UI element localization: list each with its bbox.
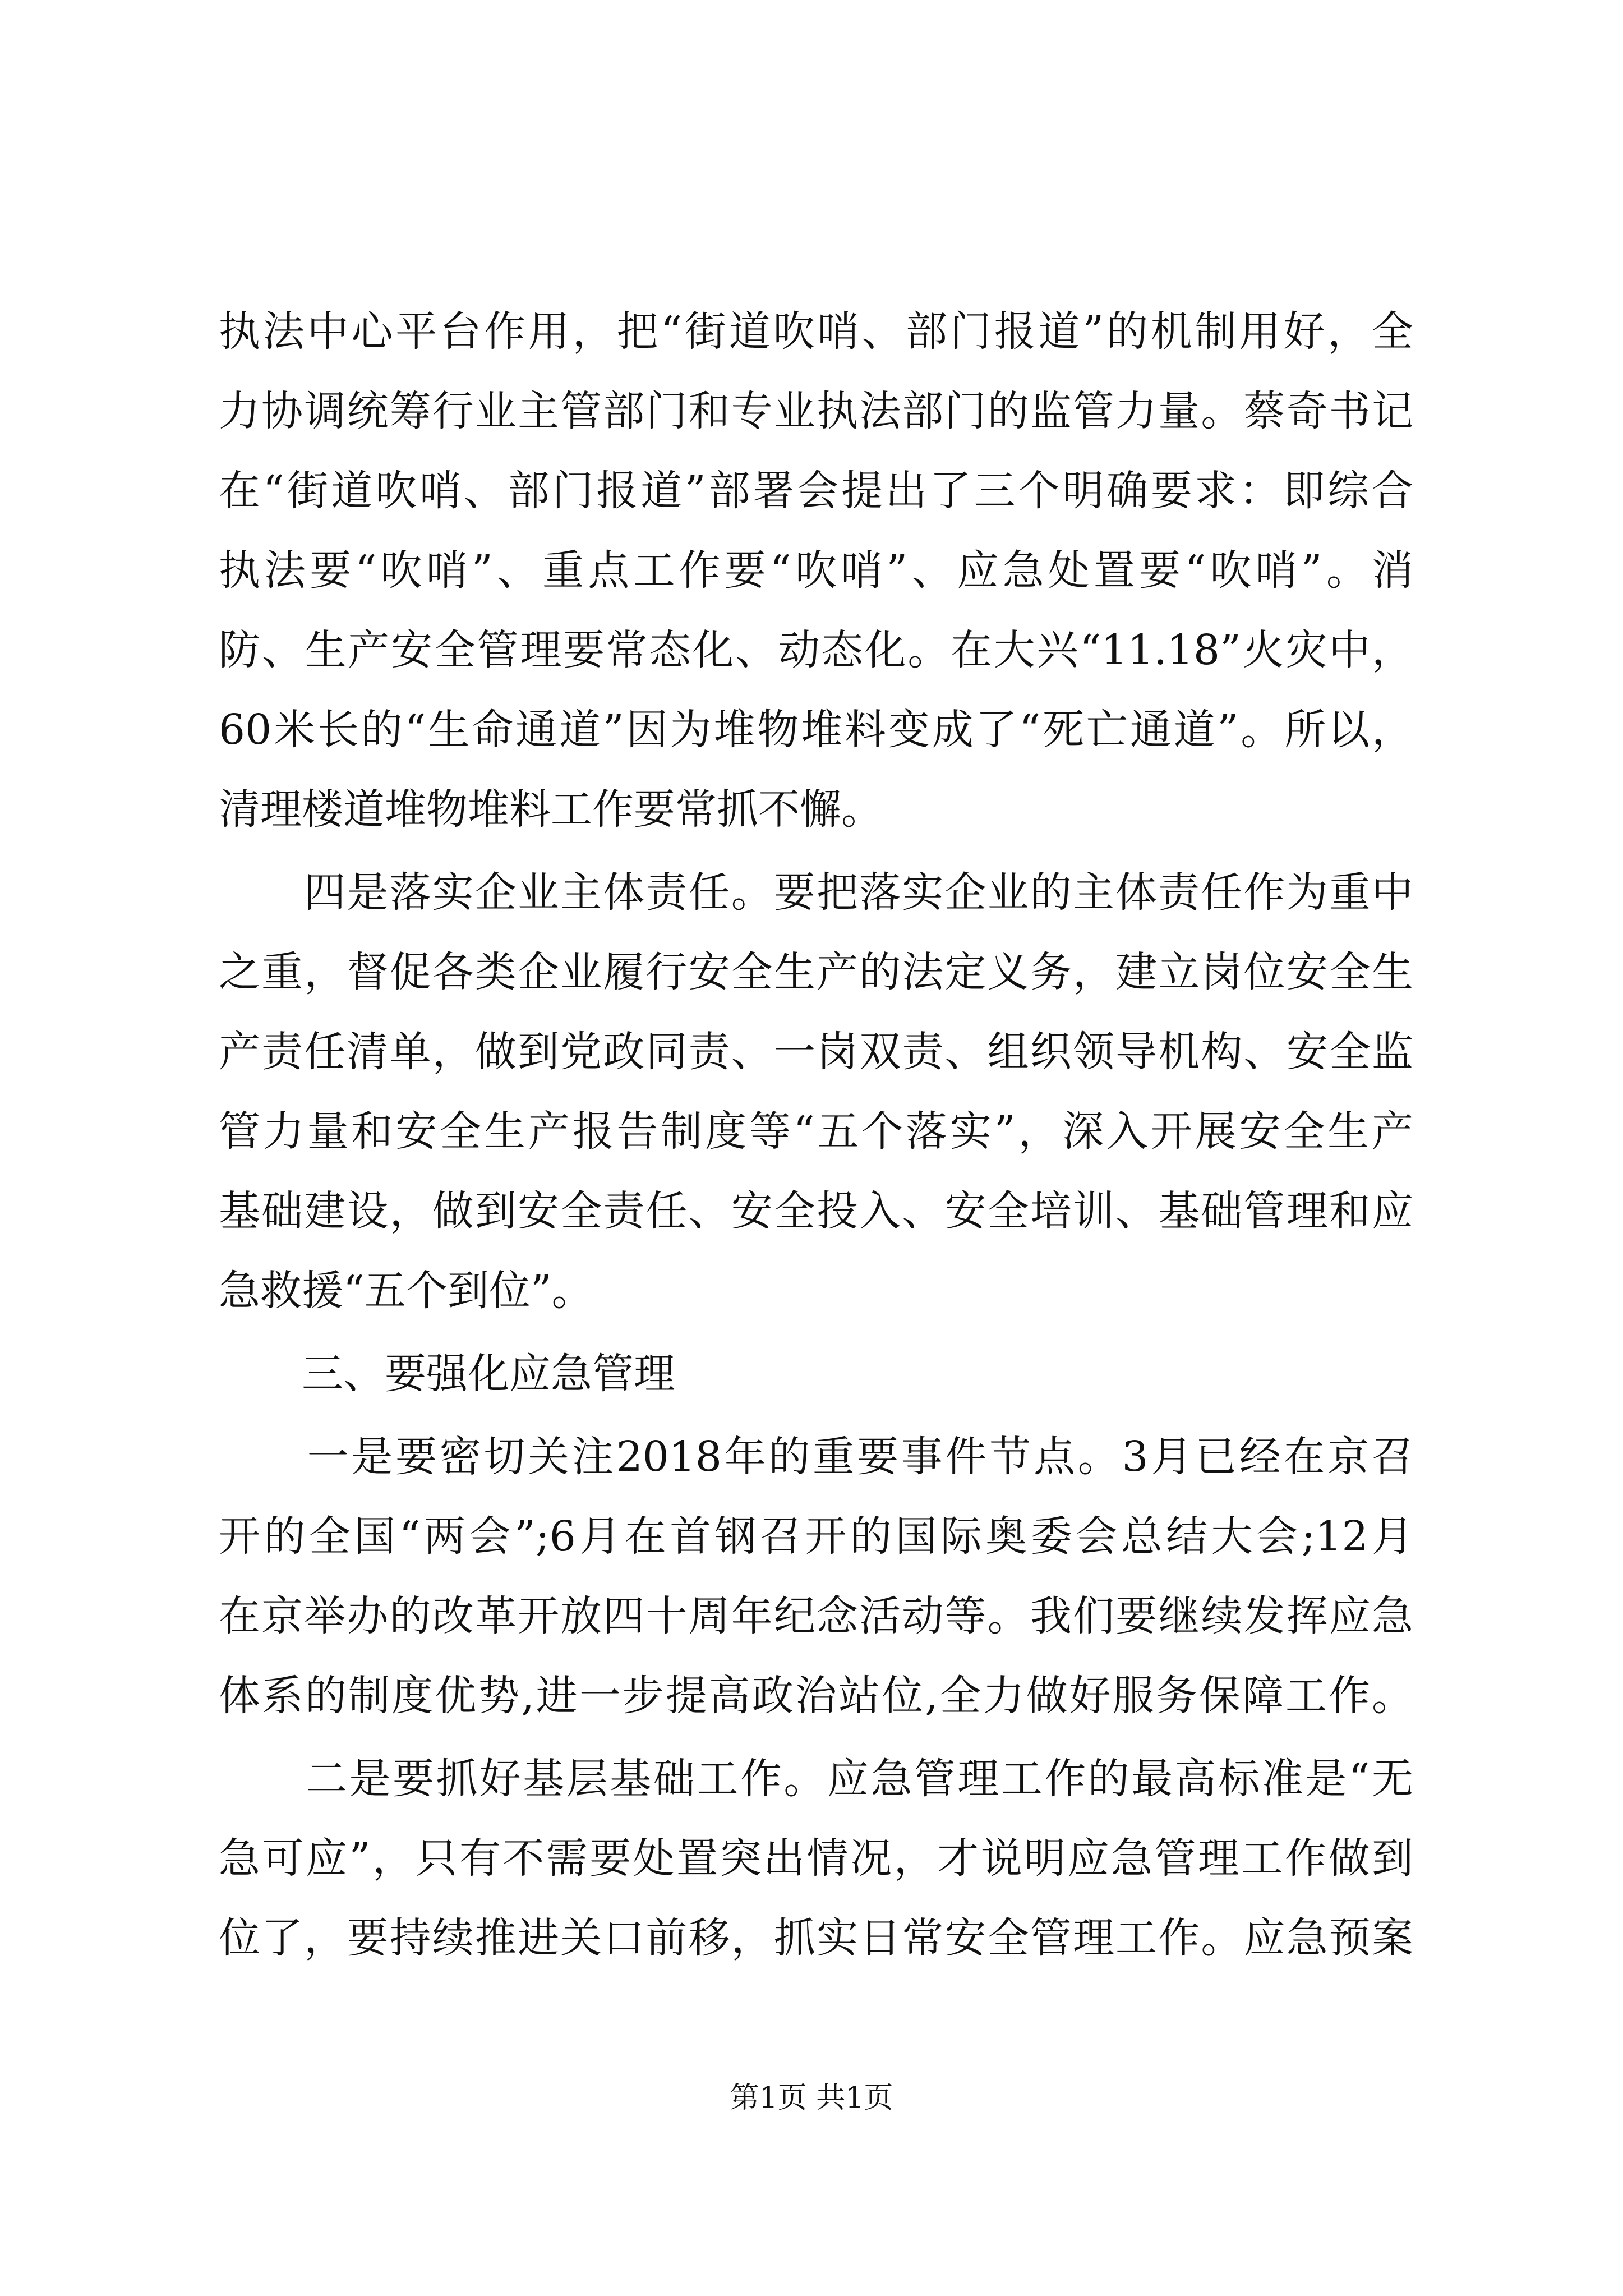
- text-line: 急可应”，只有不需要处置突出情况，才说明应急管理工作做到: [219, 1834, 1413, 1883]
- text-line: 基础建设，做到安全责任、安全投入、安全培训、基础管理和应: [219, 1187, 1413, 1235]
- text-line: 在“街道吹哨、部门报道”部署会提出了三个明确要求：即综合: [219, 467, 1413, 515]
- text-line: 急救援“五个到位”。: [219, 1267, 593, 1315]
- text-line: 开的全国“两会”;6月在首钢召开的国际奥委会总结大会;12月: [219, 1512, 1413, 1561]
- text-line: 执法中心平台作用，把“街道吹哨、部门报道”的机制用好，全: [219, 307, 1413, 356]
- text-line: 在京举办的改革开放四十周年纪念活动等。我们要继续发挥应急: [219, 1592, 1413, 1640]
- text-line: 执法要“吹哨”、重点工作要“吹哨”、应急处置要“吹哨”。消: [219, 546, 1413, 595]
- text-line: 一是要密切关注2018年的重要事件节点。3月已经在京召: [219, 1433, 1413, 1481]
- page-footer: 第1页 共1页: [730, 2081, 893, 2115]
- text-line: 体系的制度优势,进一步提高政治站位,全力做好服务保障工作。: [219, 1672, 1413, 1720]
- text-line: 60米长的“生命通道”因为堆物堆料变成了“死亡通道”。所以，: [219, 706, 1413, 754]
- section-heading: 三、要强化应急管理: [219, 1350, 675, 1398]
- document-body: [219, 292, 1413, 1978]
- text-line: 清理楼道堆物堆料工作要常抓不懈。: [219, 785, 883, 834]
- text-line: 产责任清单，做到党政同责、一岗双责、组织领导机构、安全监: [219, 1028, 1413, 1076]
- text-line: 四是落实企业主体责任。要把落实企业的主体责任作为重中: [219, 868, 1413, 917]
- text-line: 力协调统筹行业主管部门和专业执法部门的监管力量。蔡奇书记: [219, 387, 1413, 435]
- text-line: 位了，要持续推进关口前移，抓实日常安全管理工作。应急预案: [219, 1914, 1413, 1962]
- text-line: 二是要抓好基层基础工作。应急管理工作的最高标准是“无: [219, 1755, 1413, 1803]
- text-line: 管力量和安全生产报告制度等“五个落实”，深入开展安全生产: [219, 1107, 1413, 1156]
- text-line: 之重，督促各类企业履行安全生产的法定义务，建立岗位安全生: [219, 948, 1413, 996]
- text-line: 防、生产安全管理要常态化、动态化。在大兴“11.18”火灾中，: [219, 626, 1413, 674]
